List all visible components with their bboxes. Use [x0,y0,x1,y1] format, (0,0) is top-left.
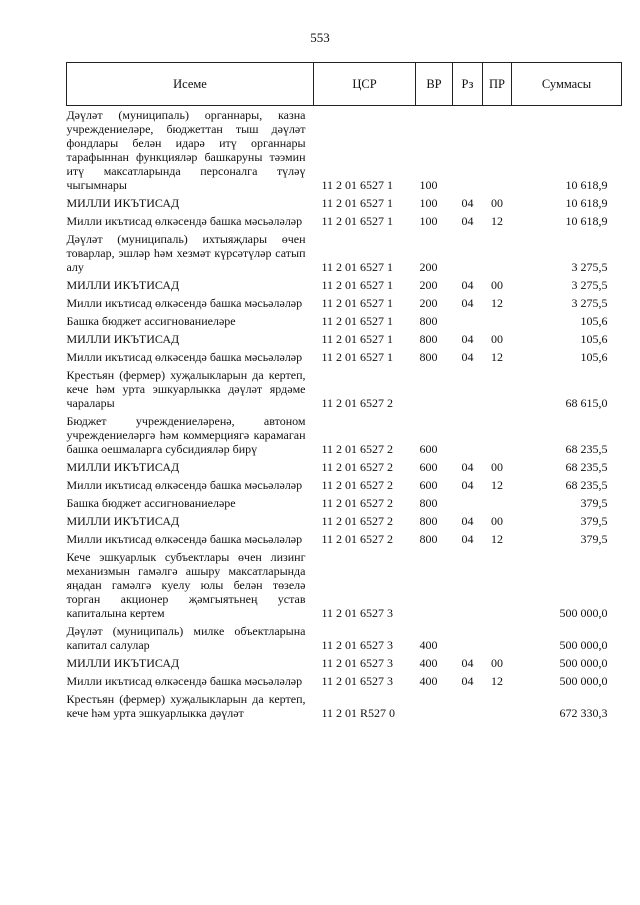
cell-sum: 500 000,0 [559,638,608,652]
table-row [67,106,622,195]
table-row [67,194,622,212]
cell-csr: 11 2 01 6527 3 [321,674,394,688]
cell-rz [453,548,483,622]
cell-pr: 12 [491,478,503,492]
table-row [67,412,622,458]
cell-name: МИЛЛИ ИКЪТИСАД [66,332,180,346]
table-header-row [67,63,622,106]
cell-csr: 11 2 01 6527 1 [321,196,394,210]
cell-pr [483,690,512,722]
cell-sum: 68 235,5 [565,460,608,474]
cell-pr: 12 [491,532,503,546]
cell-rz [453,622,483,654]
cell-pr [483,312,512,330]
table-row [67,366,622,412]
cell-vr: 800 [419,514,438,528]
cell-sum: 379,5 [580,514,608,528]
table-body [67,106,622,723]
cell-name: МИЛЛИ ИКЪТИСАД [66,460,180,474]
cell-sum: 3 275,5 [571,278,608,292]
cell-vr: 800 [419,332,438,346]
table-row [67,512,622,530]
cell-name: Крестьян (фермер) хуҗалыкларын да кертеп, кече һәм урта эшкуарлыкка дәүләт [66,692,306,720]
cell-csr: 11 2 01 6527 2 [321,396,394,410]
cell-csr: 11 2 01 6527 2 [321,460,394,474]
cell-sum: 68 235,5 [565,478,608,492]
cell-name: Кече эшкуарлык субъектлары өчен лизинг механизмын гамәлгә ашыру максатларында яңадан гамәлгә куелу юлы белән төзелә торган акционер җәмгыятьнең устав капиталына кертем [66,550,306,620]
cell-csr: 11 2 01 6527 1 [321,278,394,292]
table-row [67,494,622,512]
cell-sum: 68 615,0 [565,396,608,410]
cell-vr [416,366,453,412]
cell-vr: 100 [419,178,438,192]
cell-name: Дәүләт (муниципаль) органнары, казна учреждениеләре, бюджеттан тыш дәүләт фондлары белән идарә итү органнары тарафыннан функцияләр башкаруны тәэмин итү максатларында персоналга түләү чыгымнары [66,108,306,192]
cell-sum: 3 275,5 [571,260,608,274]
cell-name: Крестьян (фермер) хуҗалыкларын да кертеп, кече һәм урта эшкуарлыкка дәүләт ярдәме чаралары [66,368,306,410]
cell-name: МИЛЛИ ИКЪТИСАД [66,278,180,292]
cell-sum: 3 275,5 [571,296,608,310]
cell-name: МИЛЛИ ИКЪТИСАД [66,196,180,210]
cell-vr: 200 [419,260,438,274]
cell-csr: 11 2 01 6527 2 [321,496,394,510]
cell-rz [453,690,483,722]
cell-pr: 00 [491,196,503,210]
cell-sum: 500 000,0 [559,656,608,670]
cell-csr: 11 2 01 6527 1 [321,296,394,310]
cell-pr: 12 [491,674,503,688]
header-csr: ЦСР [314,63,416,106]
cell-sum: 10 618,9 [565,178,608,192]
table-row [67,530,622,548]
cell-csr: 11 2 01 6527 2 [321,532,394,546]
cell-sum: 672 330,3 [559,706,608,720]
cell-pr: 00 [491,332,503,346]
cell-vr: 400 [419,656,438,670]
cell-name: МИЛЛИ ИКЪТИСАД [66,656,180,670]
cell-sum: 105,6 [580,332,608,346]
cell-vr: 600 [419,460,438,474]
cell-rz: 04 [461,296,474,310]
cell-name: МИЛЛИ ИКЪТИСАД [66,514,180,528]
header-name: Исеме [67,63,314,106]
table-row [67,330,622,348]
cell-pr: 00 [491,460,503,474]
cell-pr [483,366,512,412]
cell-vr: 800 [419,314,438,328]
header-vr: ВР [416,63,453,106]
cell-name: Милли икътисад өлкәсендә башка мәсьәләләр [66,350,303,364]
cell-pr [483,622,512,654]
cell-rz: 04 [461,514,474,528]
cell-sum: 10 618,9 [565,214,608,228]
cell-csr: 11 2 01 R527 0 [321,706,396,720]
cell-name: Башка бюджет ассигнованиеләре [66,314,236,328]
cell-rz: 04 [461,332,474,346]
cell-vr: 400 [419,638,438,652]
cell-sum: 105,6 [580,314,608,328]
cell-rz: 04 [461,460,474,474]
cell-csr: 11 2 01 6527 3 [321,656,394,670]
cell-name: Милли икътисад өлкәсендә башка мәсьәләләр [66,296,303,310]
cell-pr: 12 [491,214,503,228]
cell-sum: 68 235,5 [565,442,608,456]
cell-sum: 379,5 [580,532,608,546]
table-row [67,348,622,366]
cell-rz [453,366,483,412]
cell-pr [483,230,512,276]
cell-rz: 04 [461,478,474,492]
cell-vr: 800 [419,532,438,546]
cell-csr: 11 2 01 6527 2 [321,478,394,492]
table-row [67,312,622,330]
cell-csr: 11 2 01 6527 2 [321,442,394,456]
cell-csr: 11 2 01 6527 1 [321,314,394,328]
cell-vr: 200 [419,296,438,310]
cell-csr: 11 2 01 6527 1 [321,214,394,228]
cell-rz: 04 [461,674,474,688]
page-number: 553 [310,30,330,45]
cell-pr [483,412,512,458]
table-row [67,212,622,230]
cell-csr: 11 2 01 6527 1 [321,260,394,274]
cell-name: Дәүләт (муниципаль) ихтыяҗлары өчен товарлар, эшләр һәм хезмәт күрсәтүләр сатып алу [66,232,306,274]
table-row [67,690,622,722]
cell-vr: 800 [419,496,438,510]
cell-rz [453,412,483,458]
cell-name: Милли икътисад өлкәсендә башка мәсьәләләр [66,674,303,688]
cell-rz [453,230,483,276]
cell-csr: 11 2 01 6527 3 [321,606,394,620]
cell-vr [416,690,453,722]
budget-table [66,62,622,722]
cell-sum: 10 618,9 [565,196,608,210]
cell-rz: 04 [461,196,474,210]
cell-csr: 11 2 01 6527 1 [321,332,394,346]
cell-sum: 500 000,0 [559,674,608,688]
cell-vr [416,548,453,622]
cell-pr: 12 [491,296,503,310]
header-rz: Рз [453,63,483,106]
table-row [67,276,622,294]
cell-pr: 00 [491,278,503,292]
cell-pr: 12 [491,350,503,364]
table-row [67,548,622,622]
header-pr: ПР [483,63,512,106]
cell-sum: 379,5 [580,496,608,510]
table-row [67,294,622,312]
cell-sum: 105,6 [580,350,608,364]
cell-rz: 04 [461,350,474,364]
table-row [67,672,622,690]
table-row [67,622,622,654]
cell-pr: 00 [491,514,503,528]
cell-pr [483,494,512,512]
cell-name: Милли икътисад өлкәсендә башка мәсьәләләр [66,478,303,492]
table-row [67,458,622,476]
cell-vr: 200 [419,278,438,292]
cell-rz: 04 [461,532,474,546]
cell-vr: 600 [419,478,438,492]
cell-name: Башка бюджет ассигнованиеләре [66,496,236,510]
cell-name: Милли икътисад өлкәсендә башка мәсьәләләр [66,532,303,546]
header-sum: Суммасы [512,63,622,106]
table-row [67,476,622,494]
cell-csr: 11 2 01 6527 2 [321,514,394,528]
cell-pr [483,106,512,195]
cell-rz: 04 [461,214,474,228]
table-row [67,654,622,672]
cell-vr: 400 [419,674,438,688]
cell-pr [483,548,512,622]
cell-vr: 100 [419,214,438,228]
cell-csr: 11 2 01 6527 1 [321,178,394,192]
cell-rz [453,494,483,512]
cell-rz: 04 [461,656,474,670]
cell-csr: 11 2 01 6527 3 [321,638,394,652]
cell-vr: 600 [419,442,438,456]
cell-pr: 00 [491,656,503,670]
cell-rz [453,106,483,195]
cell-name: Дәүләт (муниципаль) милке объектларына капитал салулар [66,624,306,652]
cell-name: Милли икътисад өлкәсендә башка мәсьәләләр [66,214,303,228]
cell-csr: 11 2 01 6527 1 [321,350,394,364]
cell-sum: 500 000,0 [559,606,608,620]
cell-name: Бюджет учреждениеләренә, автоном учреждениеләргә һәм коммерциягә карамаган башка оешмаларга субсидияләр бирү [66,414,306,456]
cell-rz [453,312,483,330]
table-row [67,230,622,276]
cell-vr: 800 [419,350,438,364]
cell-vr: 100 [419,196,438,210]
cell-rz: 04 [461,278,474,292]
